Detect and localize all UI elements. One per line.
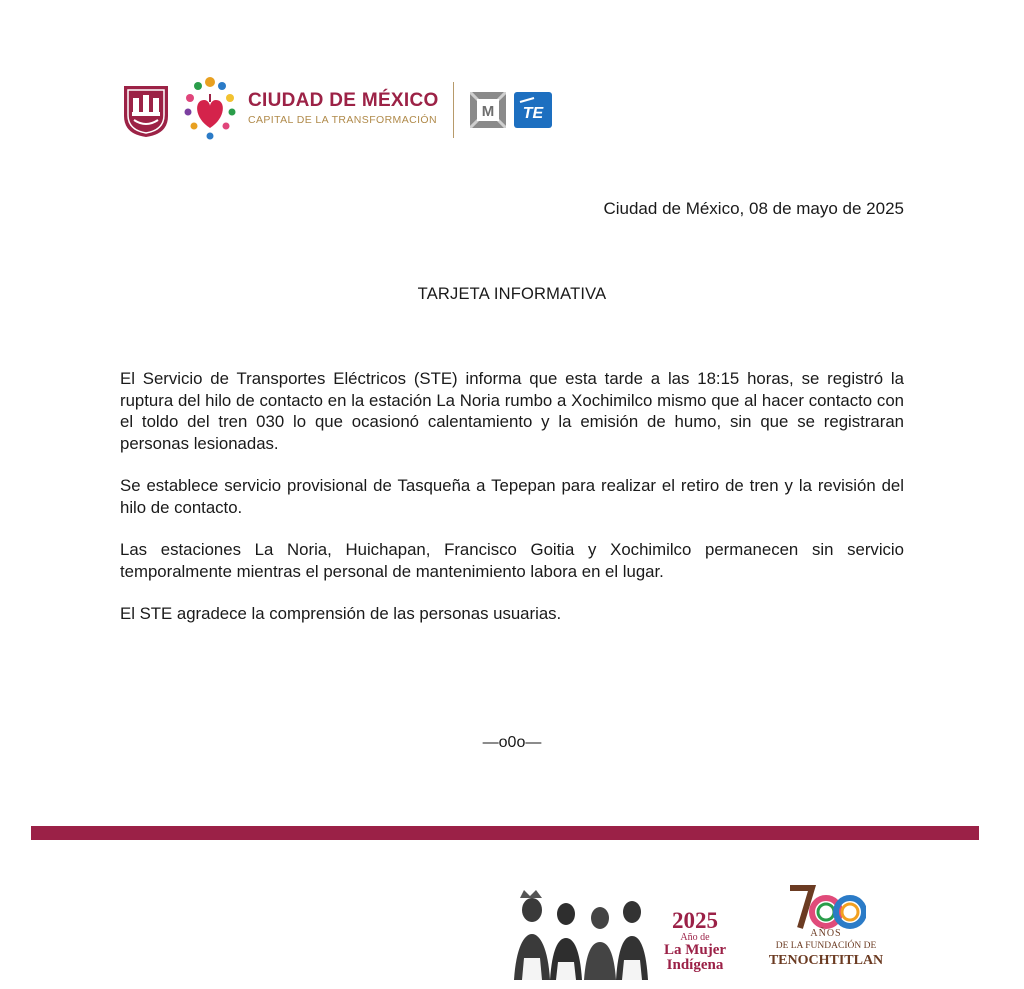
paragraph: El STE agradece la comprensión de las personas usuarias. [120, 604, 562, 623]
year-line-mujer: La Mujer [663, 942, 727, 958]
paragraph: Las estaciones La Noria, Huichapan, Francisco Goitia y Xochimilco permanecen sin servicio temporalmente mientras el personal de mantenimiento labora en el lugar. [120, 540, 904, 581]
city-tagline: CAPITAL DE LA TRANSFORMACIÓN [248, 114, 437, 126]
metro-logo-letter: M [481, 103, 495, 120]
seven-hundred-mark-icon [786, 884, 866, 932]
tenochtitlan-anniversary-logo [756, 884, 896, 976]
ste-logo-letters: TE [522, 105, 544, 122]
paragraph: El Servicio de Transportes Eléctricos (STE) informa que esta tarde a las 18:15 horas, se registró la ruptura del hilo de contacto en la estación La Noria rumbo a Xochimilco mismo que al hacer contacto con el toldo del tren 030 lo que ocasionó calentamiento y la emisión de humo, sin que se registraran personas lesionadas. [120, 369, 904, 453]
city-name: CIUDAD DE MÉXICO [248, 90, 439, 111]
anniversary-city: TENOCHTITLAN [768, 953, 884, 968]
ste-logo-icon [514, 92, 552, 128]
cdmx-wordmark [248, 90, 439, 126]
year-line-indigena: Indígena [666, 957, 724, 973]
footer-band [31, 826, 979, 840]
heart-flower-logo-icon [180, 72, 240, 142]
cdmx-shield-icon [122, 84, 170, 138]
metro-logo-icon [470, 92, 506, 128]
paragraph: Se establece servicio provisional de Tasqueña a Tepepan para realizar el retiro de tren y la revisión del hilo de contacto. [120, 476, 904, 517]
year-subtitle: Año de [680, 932, 710, 943]
header-divider [453, 82, 454, 138]
date-line: Ciudad de México, 08 de mayo de 2025 [603, 199, 904, 218]
year-number: 2025 [672, 908, 718, 933]
closing-mark: —o0o— [482, 734, 542, 751]
anniversary-line: DE LA FUNDACIÓN DE [775, 941, 877, 951]
header [118, 70, 578, 145]
indigenous-women-illustration-icon [510, 888, 654, 980]
document-title: TARJETA INFORMATIVA [417, 285, 607, 303]
mujer-indigena-logo [658, 910, 732, 973]
document-body [120, 368, 904, 646]
anniversary-years: AÑOS [810, 928, 842, 939]
